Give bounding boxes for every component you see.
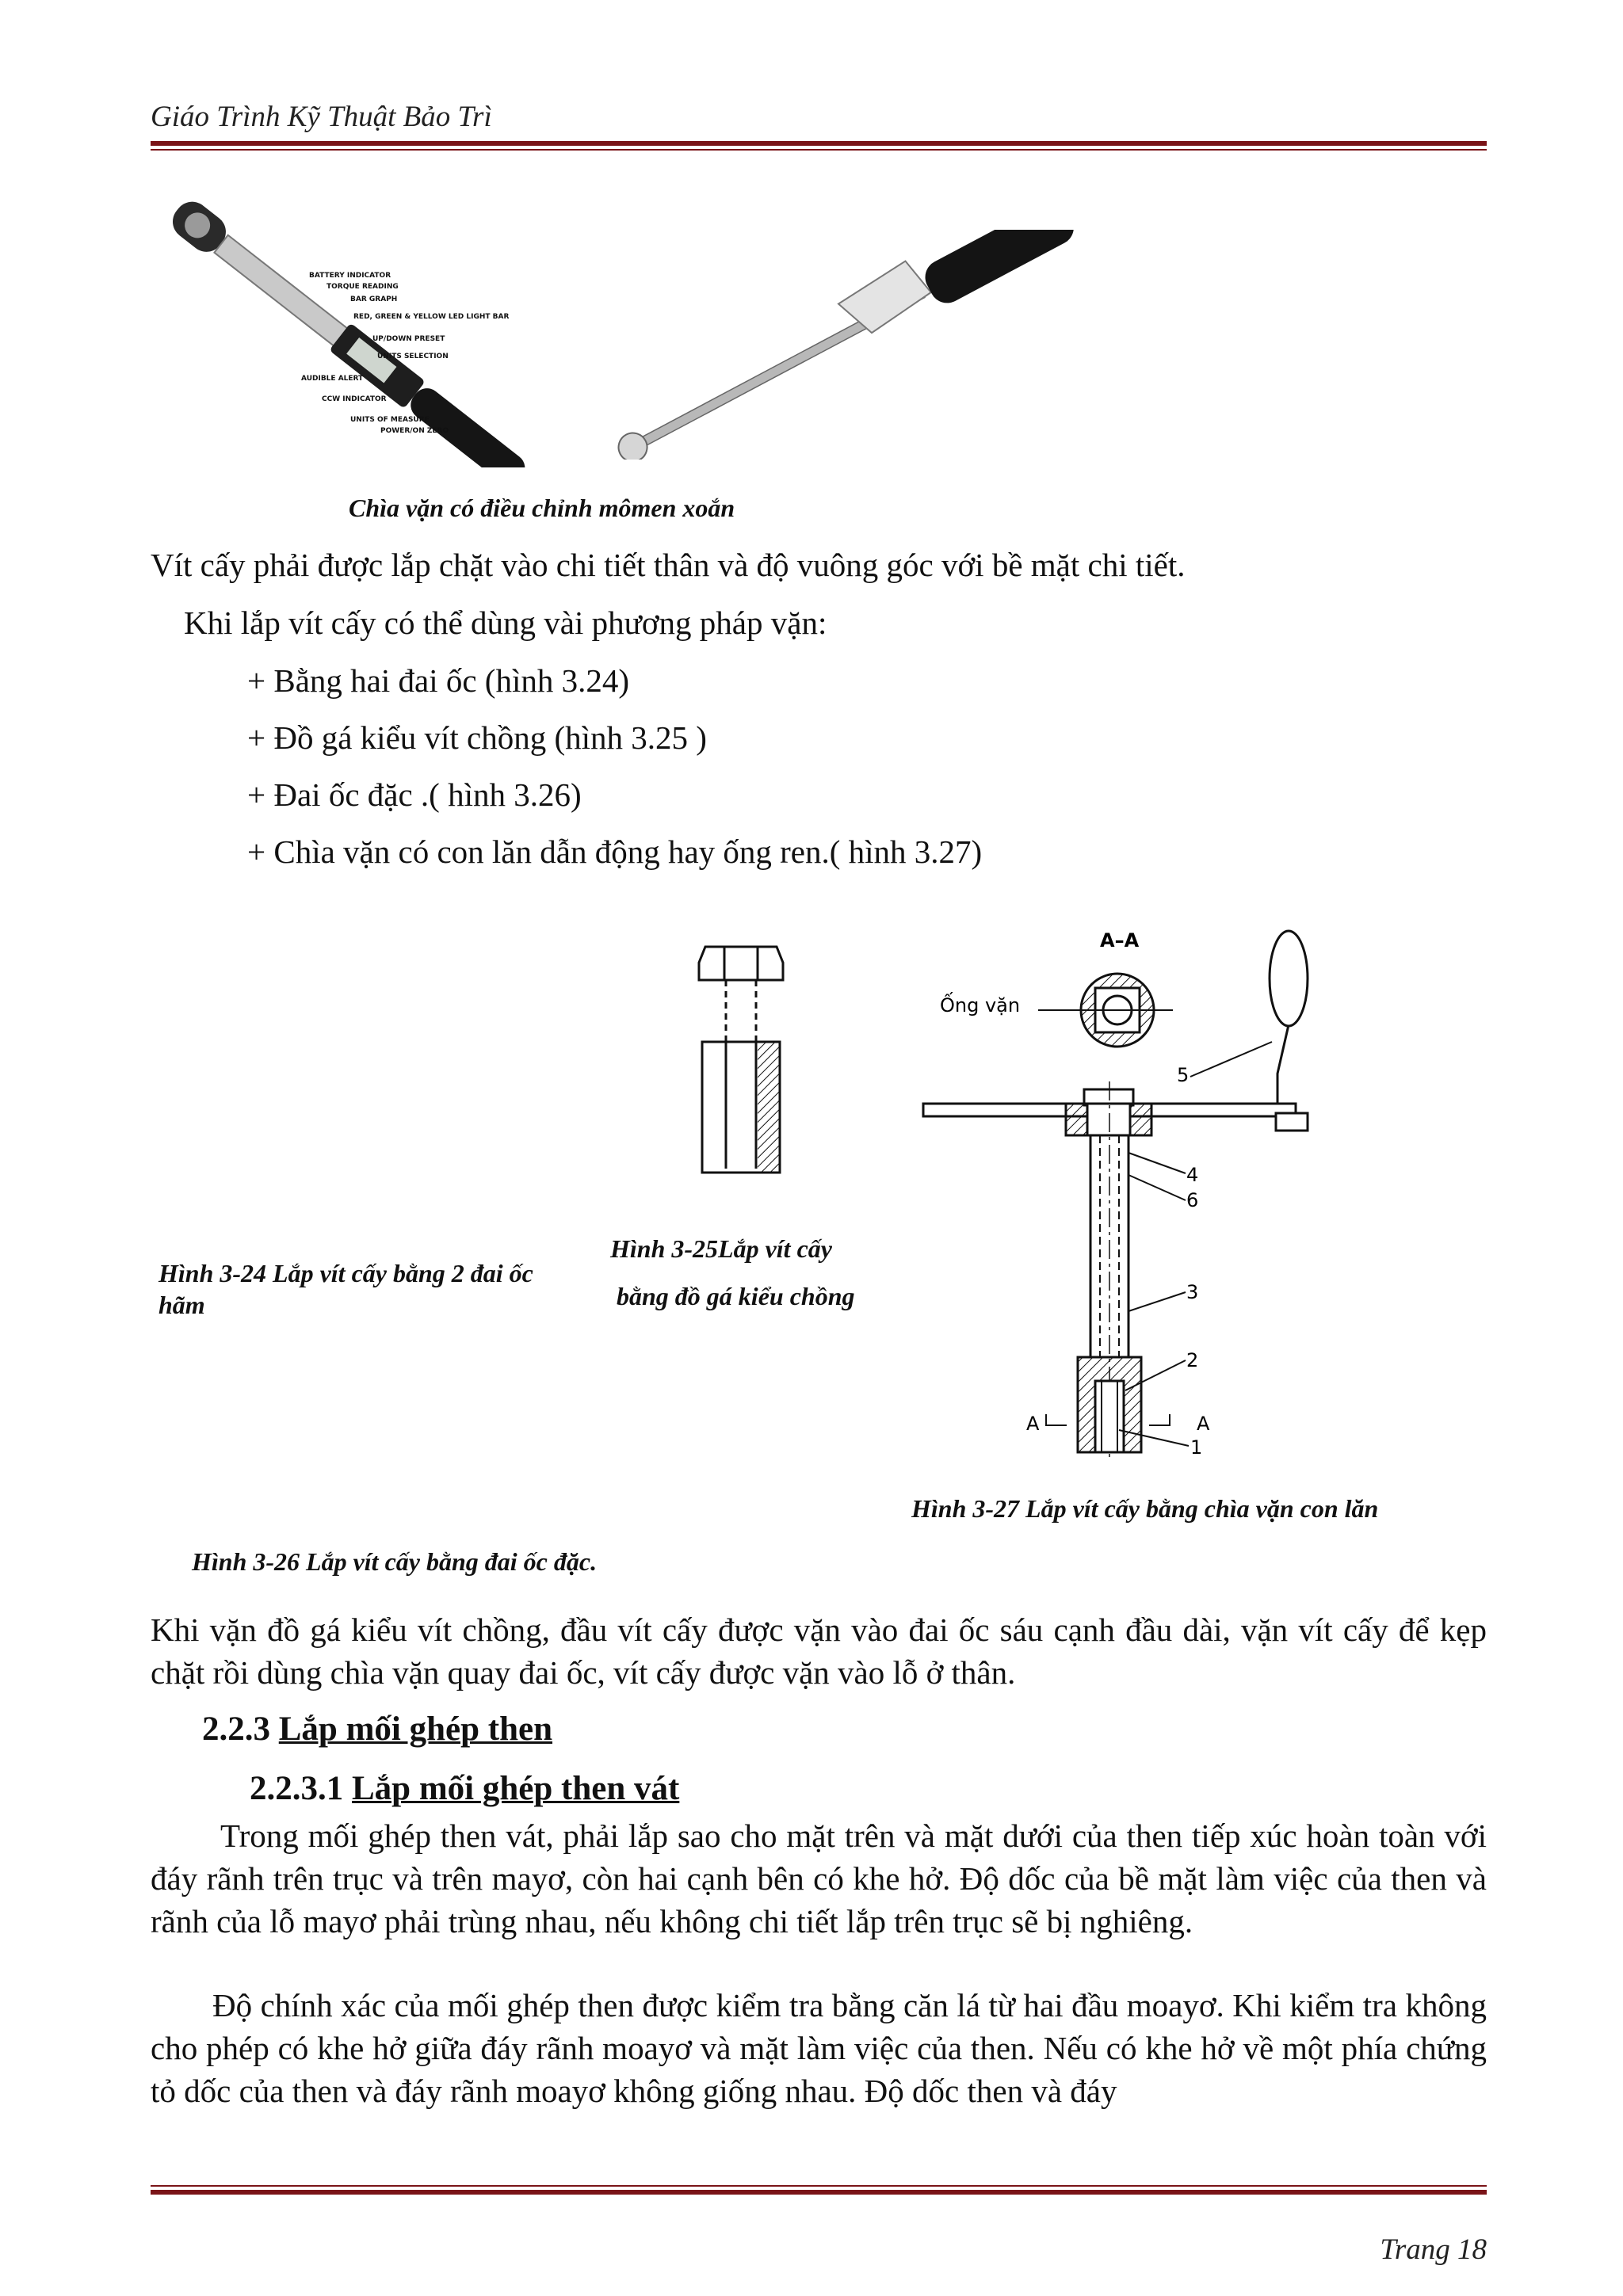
footer-rule-thick bbox=[151, 2190, 1487, 2195]
roller-wrench-drawing bbox=[911, 923, 1339, 1478]
part-number-1: 1 bbox=[1190, 1436, 1203, 1459]
method-item: + Đồ gá kiểu vít chồng (hình 3.25 ) bbox=[247, 719, 707, 756]
section-number: 2.2.3 bbox=[202, 1711, 270, 1748]
header-rule-thick bbox=[151, 141, 1487, 146]
section-marker-a-right: A bbox=[1197, 1413, 1210, 1435]
header-rule-thin bbox=[151, 149, 1487, 151]
figure-caption-torque-wrench: Chìa vặn có điều chỉnh mômen xoắn bbox=[349, 494, 735, 522]
section-label-aa: A–A bbox=[1100, 929, 1140, 952]
section-title: Lắp mối ghép then vát bbox=[352, 1770, 680, 1807]
page-number: Trang 18 bbox=[1380, 2233, 1487, 2266]
fixture-explanation: Khi vặn đồ gá kiểu vít chồng, đầu vít cấy được vặn vào đai ốc sáu cạnh đầu dài, vặn vít cấy để kẹp chặt rồi dùng chìa vặn quay đai ốc, vít cấy được vặn vào lỗ ở thân. bbox=[151, 1611, 1487, 1691]
wrench-label: AUDIBLE ALERT bbox=[301, 375, 364, 383]
section-heading-2-2-3 bbox=[202, 1710, 552, 1749]
wrench-label: TORQUE READING bbox=[327, 283, 399, 291]
wrench-label: BATTERY INDICATOR bbox=[309, 272, 391, 280]
figure-caption-3-24: Hình 3-24 Lắp vít cấy bằng 2 đai ốc hãm bbox=[158, 1259, 533, 1319]
section-title: Lắp mối ghép then bbox=[278, 1711, 553, 1748]
wrench-label: BAR GRAPH bbox=[350, 296, 398, 303]
method-item: + Bằng hai đai ốc (hình 3.24) bbox=[247, 662, 629, 699]
paragraph-key-joint: Trong mối ghép then vát, phải lắp sao cho mặt trên và mặt dưới của then tiếp xúc hoàn toàn với đáy rãnh trên trục và trên mayơ, còn hai cạnh bên có khe hở. Độ dốc của bề mặt làm việc của then và rãnh của lỗ mayơ phải trùng nhau, nếu không chi tiết lắp trên trục sẽ bị nghiêng. bbox=[151, 1817, 1487, 1939]
section-heading-2-2-3-1 bbox=[250, 1769, 679, 1808]
footer-rule-thin bbox=[151, 2185, 1487, 2187]
wrench-label: CCW INDICATOR bbox=[322, 395, 387, 403]
section-marker-a-left: A bbox=[1026, 1413, 1040, 1435]
header-title: Giáo Trình Kỹ Thuật Bảo Trì bbox=[151, 101, 492, 133]
part-number-2: 2 bbox=[1186, 1349, 1199, 1371]
part-number-4: 4 bbox=[1186, 1164, 1199, 1186]
paragraph-accuracy-check: Độ chính xác của mối ghép then được kiểm tra bằng căn lá từ hai đầu moayơ. Khi kiểm tra không cho phép có khe hở giữa đáy rãnh moayơ và mặt làm việc của then. Nếu có khe hở về một phía chứng tỏ dốc của then và đáy rãnh moayơ không giống nhau. Độ dốc then và đáy bbox=[151, 1987, 1487, 2109]
intro-line-2: Khi lắp vít cấy có thể dùng vài phương pháp vặn: bbox=[184, 605, 827, 641]
fixture-drawing bbox=[689, 939, 792, 1184]
intro-line-1: Vít cấy phải được lắp chặt vào chi tiết thân và độ vuông góc với bề mặt chi tiết. bbox=[151, 547, 1186, 583]
wrench-label: UNITS OF MEASURE bbox=[350, 416, 430, 424]
figure-caption-3-25-line2: bằng đồ gá kiểu chồng bbox=[617, 1282, 855, 1310]
wrench-label: RED, GREEN & YELLOW LED LIGHT BAR bbox=[353, 313, 510, 321]
figure-caption-3-25-line1: Hình 3-25Lắp vít cấy bbox=[610, 1234, 832, 1263]
wrench-label: UNITS SELECTION bbox=[377, 353, 449, 360]
figure-caption-3-26: Hình 3-26 Lắp vít cấy bằng đai ốc đặc. bbox=[192, 1547, 598, 1576]
beam-torque-wrench-image bbox=[571, 230, 1078, 460]
digital-torque-wrench-image bbox=[143, 190, 547, 467]
figure-caption-3-27: Hình 3-27 Lắp vít cấy bằng chìa vặn con lăn bbox=[911, 1494, 1379, 1523]
part-number-5: 5 bbox=[1177, 1064, 1190, 1086]
wrench-label: POWER/ON ZERO bbox=[380, 427, 449, 435]
method-item: + Chìa vặn có con lăn dẫn động hay ống ren.( hình 3.27) bbox=[247, 833, 983, 870]
section-number: 2.2.3.1 bbox=[250, 1770, 344, 1807]
part-number-3: 3 bbox=[1186, 1281, 1199, 1303]
wrench-label: UP/DOWN PRESET bbox=[372, 335, 445, 343]
tube-label: Ống vặn bbox=[940, 994, 1021, 1016]
method-item: + Đai ốc đặc .( hình 3.26) bbox=[247, 776, 582, 813]
part-number-6: 6 bbox=[1186, 1189, 1199, 1211]
